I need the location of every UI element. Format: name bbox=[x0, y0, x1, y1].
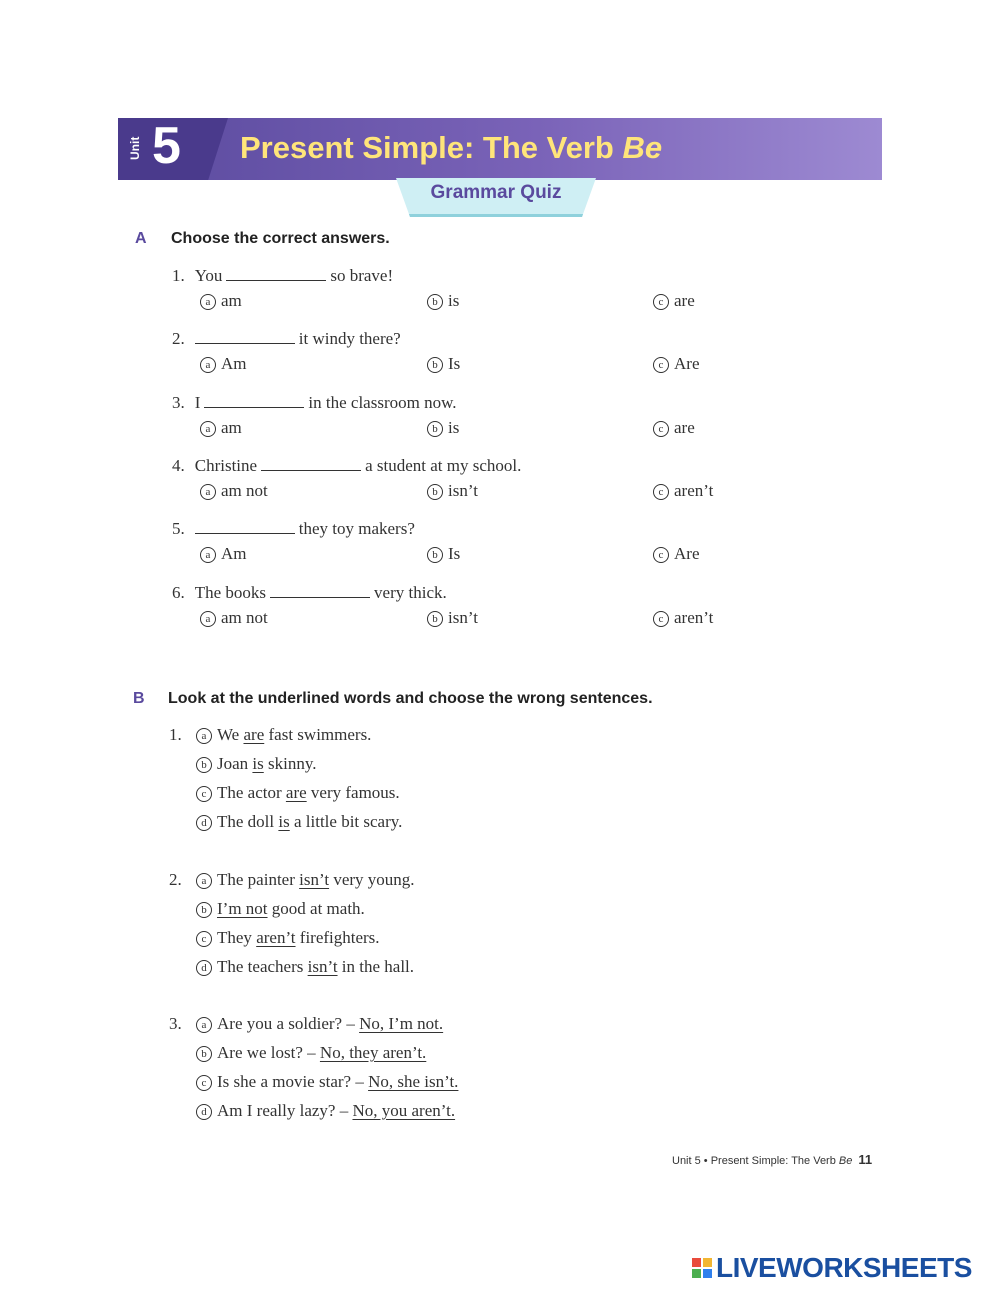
option-text: aren’t bbox=[674, 608, 714, 627]
answer-option[interactable] bbox=[427, 418, 459, 438]
answer-option[interactable] bbox=[653, 608, 713, 628]
sentence-text-after: in the hall. bbox=[337, 957, 415, 976]
underlined-words: No, she isn’t. bbox=[368, 1072, 459, 1091]
option-text: is bbox=[448, 291, 460, 310]
question-number: 2. bbox=[172, 329, 185, 348]
option-letter-circle: c bbox=[653, 294, 669, 310]
answer-option[interactable] bbox=[427, 291, 459, 311]
sentence-text-before: They bbox=[217, 928, 257, 947]
underlined-words: I’m not bbox=[217, 899, 268, 918]
question-number: 4. bbox=[172, 456, 185, 475]
option-text: am not bbox=[221, 608, 268, 627]
option-letter-circle: a bbox=[200, 484, 216, 500]
underlined-words: are bbox=[285, 783, 307, 802]
sentence-text-after: skinny. bbox=[263, 754, 317, 773]
question-text-before: I bbox=[194, 393, 201, 412]
question-text-before: Christine bbox=[194, 456, 258, 475]
underlined-words: is bbox=[252, 754, 264, 773]
answer-option[interactable] bbox=[200, 291, 242, 311]
sentence-option[interactable] bbox=[196, 725, 371, 745]
option-text: Are bbox=[674, 544, 700, 563]
underlined-words: No, I’m not. bbox=[359, 1014, 444, 1033]
question-number: 2. bbox=[169, 870, 182, 889]
underlined-words: No, you aren’t. bbox=[352, 1101, 456, 1120]
page-number: 11 bbox=[858, 1152, 873, 1167]
option-letter-circle: c bbox=[196, 1075, 212, 1091]
option-letter-circle: b bbox=[427, 547, 443, 563]
answer-option[interactable] bbox=[653, 544, 699, 564]
section-a-letter: A bbox=[135, 230, 147, 247]
sentence-option[interactable] bbox=[196, 957, 414, 977]
grammar-quiz-label: Grammar Quiz bbox=[430, 182, 562, 203]
underlined-words: are bbox=[243, 725, 265, 744]
sentence-text-after: firefighters. bbox=[295, 928, 380, 947]
option-text: are bbox=[674, 291, 695, 310]
sentence-text-before: Are we lost? – bbox=[217, 1043, 320, 1062]
question-line bbox=[172, 519, 415, 539]
question-text-before: The books bbox=[194, 583, 267, 602]
answer-option[interactable] bbox=[200, 544, 247, 564]
option-letter-circle: b bbox=[427, 484, 443, 500]
underlined-words: aren’t bbox=[256, 928, 296, 947]
option-text: Is bbox=[448, 544, 461, 563]
question-text-after: very thick. bbox=[374, 583, 447, 602]
option-text: Am bbox=[221, 544, 247, 563]
sentence-option[interactable] bbox=[196, 754, 317, 774]
sentence-option[interactable] bbox=[196, 899, 365, 919]
option-text: Is bbox=[448, 354, 461, 373]
option-letter-circle: d bbox=[196, 1104, 212, 1120]
option-text: am not bbox=[221, 481, 268, 500]
option-letter-circle: b bbox=[427, 294, 443, 310]
answer-option[interactable] bbox=[200, 608, 268, 628]
option-letter-circle: b bbox=[196, 757, 212, 773]
question-text-after: a student at my school. bbox=[365, 456, 522, 475]
section-b-letter: B bbox=[133, 690, 145, 707]
question-number: 3. bbox=[169, 1014, 182, 1033]
question-number: 5. bbox=[172, 519, 185, 538]
page-footer bbox=[672, 1152, 872, 1167]
sentence-text-after: a little bit scary. bbox=[289, 812, 403, 831]
option-letter-circle: a bbox=[196, 1017, 212, 1033]
answer-option[interactable] bbox=[653, 481, 713, 501]
grid-cell bbox=[692, 1258, 701, 1267]
sentence-text-after: very young. bbox=[329, 870, 415, 889]
option-letter-circle: b bbox=[196, 1046, 212, 1062]
answer-option[interactable] bbox=[200, 418, 242, 438]
answer-option[interactable] bbox=[427, 544, 460, 564]
option-letter-circle: d bbox=[196, 815, 212, 831]
option-text: is bbox=[448, 418, 460, 437]
liveworksheets-logo bbox=[692, 1252, 972, 1284]
question-text-before: You bbox=[194, 266, 223, 285]
section-a-title: Choose the correct answers. bbox=[171, 230, 390, 247]
option-letter-circle: c bbox=[653, 611, 669, 627]
sentence-text-before: We bbox=[217, 725, 244, 744]
option-letter-circle: b bbox=[196, 902, 212, 918]
option-letter-circle: c bbox=[653, 421, 669, 437]
option-letter-circle: b bbox=[427, 357, 443, 373]
answer-blank[interactable] bbox=[270, 584, 370, 598]
sentence-text-before: The actor bbox=[217, 783, 286, 802]
option-letter-circle: c bbox=[653, 547, 669, 563]
sentence-text-after: very famous. bbox=[306, 783, 400, 802]
question-number: 3. bbox=[172, 393, 185, 412]
option-letter-circle: c bbox=[653, 357, 669, 373]
sentence-option[interactable] bbox=[196, 1014, 443, 1034]
sentence-option[interactable] bbox=[196, 1043, 426, 1063]
question-number: 6. bbox=[172, 583, 185, 602]
unit-word: Unit bbox=[128, 136, 142, 160]
option-text: are bbox=[674, 418, 695, 437]
option-text: Are bbox=[674, 354, 700, 373]
sentence-text-before: Joan bbox=[217, 754, 253, 773]
option-letter-circle: a bbox=[200, 547, 216, 563]
unit-number: 5 bbox=[152, 117, 181, 175]
liveworksheets-text: LIVEWORKSHEETS bbox=[716, 1252, 972, 1283]
grid-cell bbox=[703, 1258, 712, 1267]
option-letter-circle: a bbox=[200, 421, 216, 437]
sentence-text-before: The teachers bbox=[217, 957, 308, 976]
page-title bbox=[240, 126, 662, 170]
answer-blank[interactable] bbox=[226, 267, 326, 281]
answer-option[interactable] bbox=[653, 354, 699, 374]
sentence-option[interactable] bbox=[196, 870, 415, 890]
underlined-words: No, they aren’t. bbox=[319, 1043, 427, 1062]
option-text: Am bbox=[221, 354, 247, 373]
sentence-text-before: Am I really lazy? – bbox=[217, 1101, 353, 1120]
option-letter-circle: a bbox=[196, 873, 212, 889]
option-text: aren’t bbox=[674, 481, 714, 500]
sentence-option[interactable] bbox=[196, 812, 402, 832]
answer-option[interactable] bbox=[653, 418, 695, 438]
option-text: am bbox=[221, 291, 242, 310]
question-line bbox=[172, 456, 521, 476]
answer-option[interactable] bbox=[427, 481, 478, 501]
section-b-title: Look at the underlined words and choose the wrong sentences. bbox=[168, 690, 653, 707]
option-letter-circle: c bbox=[653, 484, 669, 500]
question-line bbox=[172, 393, 457, 413]
sentence-text-before: Is she a movie star? – bbox=[217, 1072, 369, 1091]
answer-blank[interactable] bbox=[261, 457, 361, 471]
sentence-option[interactable] bbox=[196, 1101, 455, 1121]
option-letter-circle: a bbox=[200, 357, 216, 373]
answer-option[interactable] bbox=[427, 354, 460, 374]
question-line bbox=[172, 266, 393, 286]
title-main: Present Simple: The Verb bbox=[240, 130, 623, 165]
sentence-text-after: fast swimmers. bbox=[264, 725, 372, 744]
answer-blank[interactable] bbox=[204, 394, 304, 408]
question-number: 1. bbox=[169, 725, 182, 744]
question-number: 1. bbox=[172, 266, 185, 285]
sentence-option[interactable] bbox=[196, 1072, 458, 1092]
question-line bbox=[172, 329, 401, 349]
footer-text: Unit 5 • Present Simple: The Verb bbox=[672, 1155, 839, 1167]
question-text-after: it windy there? bbox=[298, 329, 401, 348]
option-letter-circle: c bbox=[196, 931, 212, 947]
answer-blank[interactable] bbox=[195, 330, 295, 344]
answer-option[interactable] bbox=[427, 608, 478, 628]
liveworksheets-grid-icon bbox=[692, 1258, 712, 1278]
grid-cell bbox=[692, 1269, 701, 1278]
question-text-after: in the classroom now. bbox=[308, 393, 457, 412]
option-letter-circle: a bbox=[196, 728, 212, 744]
sentence-text-before: Are you a soldier? – bbox=[217, 1014, 360, 1033]
sentence-text-before: The doll bbox=[217, 812, 279, 831]
option-letter-circle: b bbox=[427, 421, 443, 437]
question-text-after: they toy makers? bbox=[298, 519, 415, 538]
underlined-words: isn’t bbox=[307, 957, 338, 976]
underlined-words: isn’t bbox=[299, 870, 330, 889]
option-letter-circle: a bbox=[200, 294, 216, 310]
grid-cell bbox=[703, 1269, 712, 1278]
option-text: isn’t bbox=[448, 608, 478, 627]
underlined-words: is bbox=[278, 812, 290, 831]
option-letter-circle: a bbox=[200, 611, 216, 627]
answer-option[interactable] bbox=[653, 291, 695, 311]
answer-option[interactable] bbox=[200, 481, 268, 501]
option-text: am bbox=[221, 418, 242, 437]
answer-blank[interactable] bbox=[195, 520, 295, 534]
sentence-text-before: The painter bbox=[217, 870, 300, 889]
option-text: isn’t bbox=[448, 481, 478, 500]
question-line bbox=[172, 583, 447, 603]
sentence-option[interactable] bbox=[196, 928, 380, 948]
question-text-after: so brave! bbox=[330, 266, 394, 285]
footer-italic: Be bbox=[838, 1155, 853, 1167]
option-letter-circle: d bbox=[196, 960, 212, 976]
option-letter-circle: b bbox=[427, 611, 443, 627]
sentence-option[interactable] bbox=[196, 783, 400, 803]
answer-option[interactable] bbox=[200, 354, 247, 374]
title-italic: Be bbox=[622, 130, 663, 165]
option-letter-circle: c bbox=[196, 786, 212, 802]
sentence-text-after: good at math. bbox=[267, 899, 365, 918]
